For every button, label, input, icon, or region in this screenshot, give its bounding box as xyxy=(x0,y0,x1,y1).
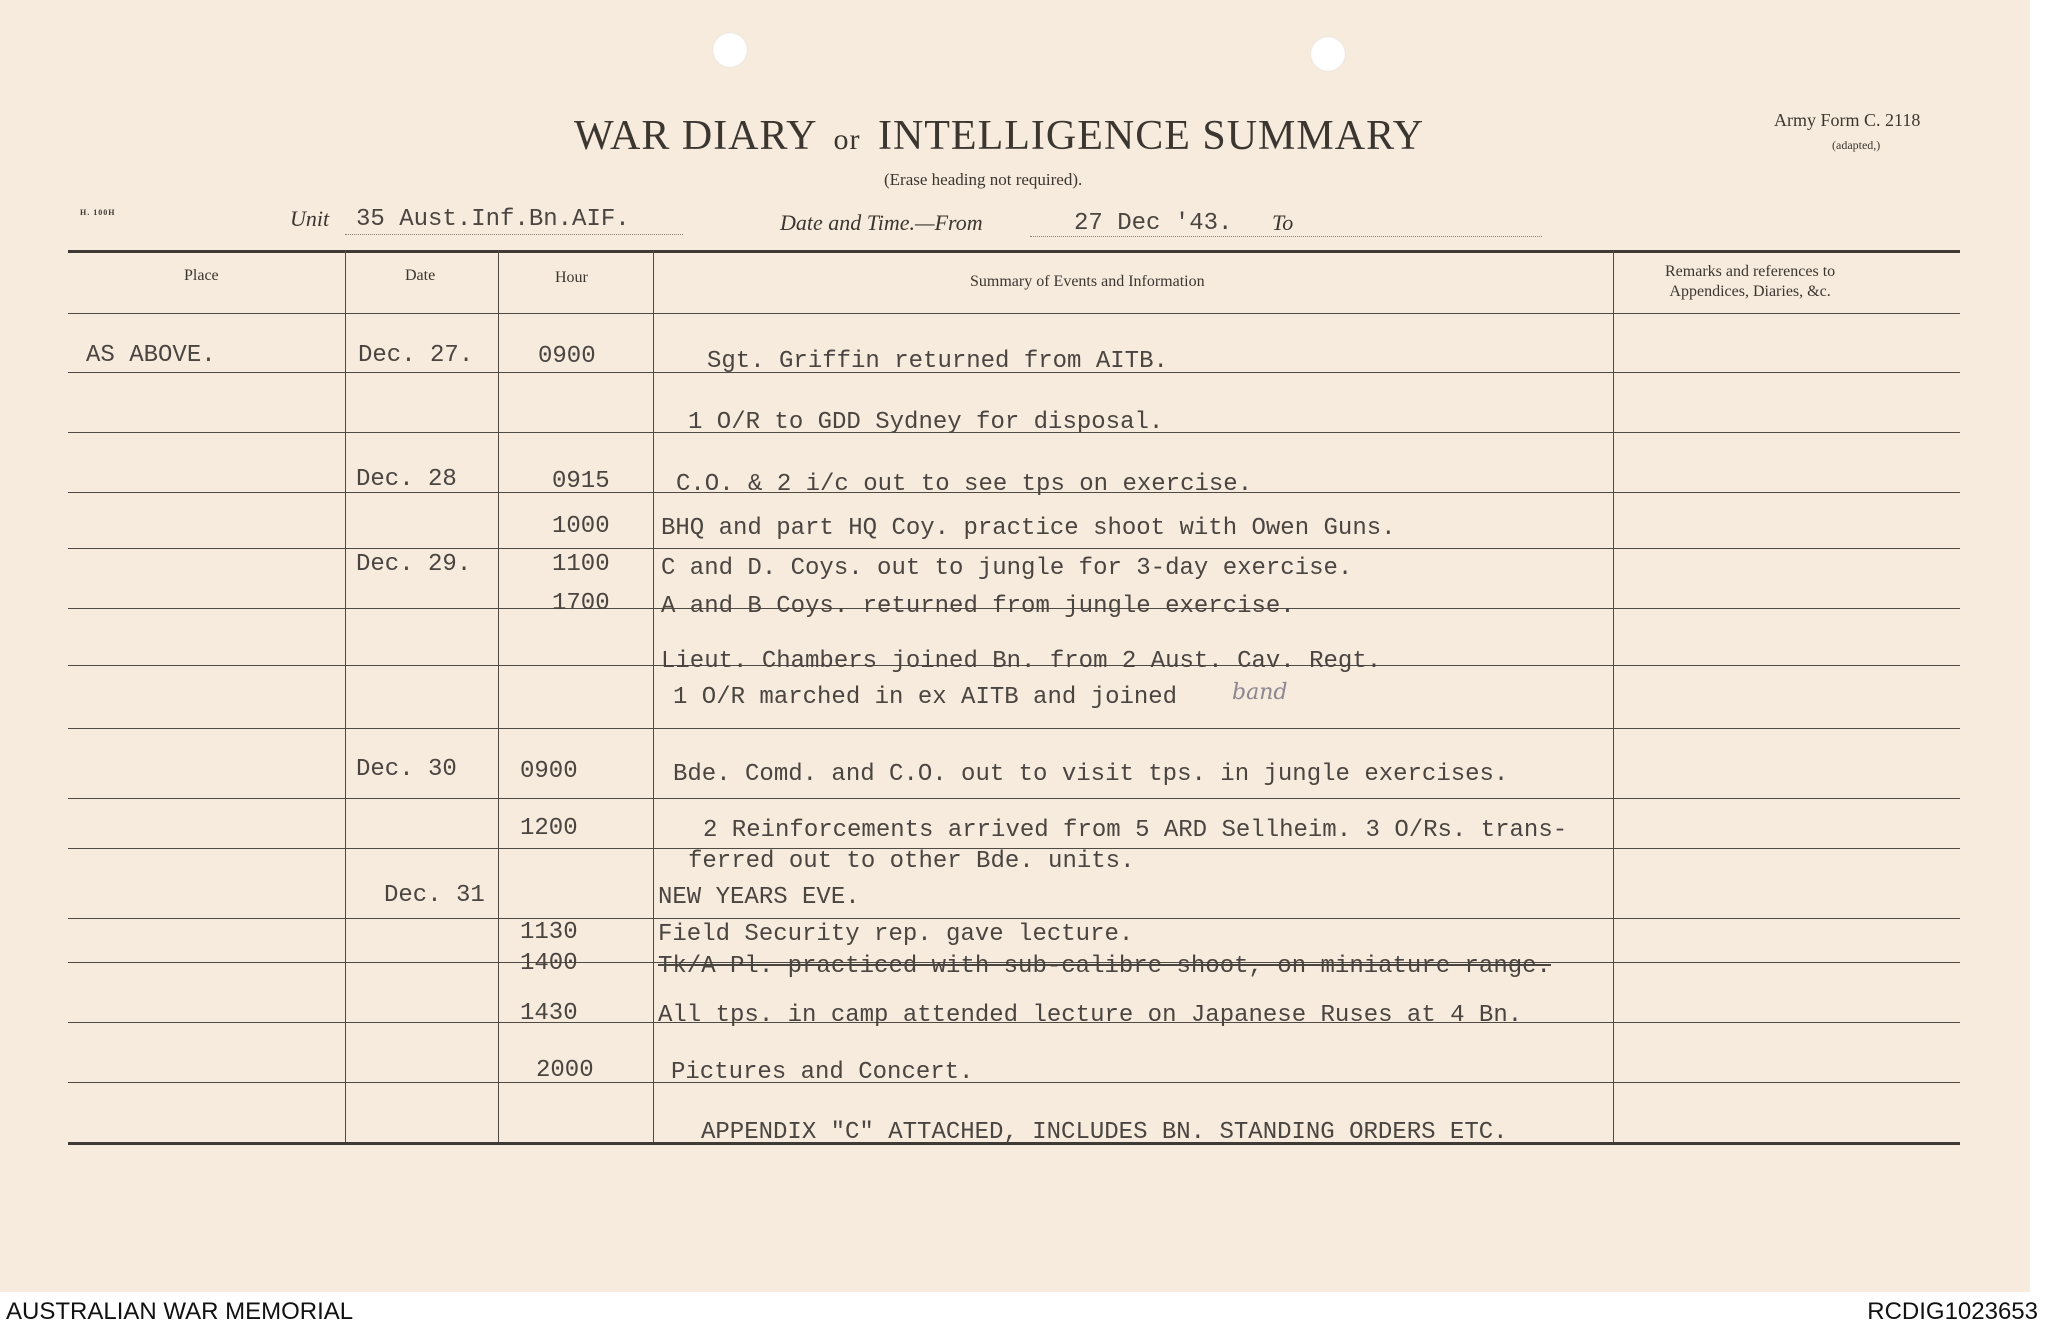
entry-summary: C and D. Coys. out to jungle for 3-day exercise. xyxy=(661,555,1353,582)
entry-summary: Pictures and Concert. xyxy=(671,1059,974,1086)
date-from-value: 27 Dec '43. xyxy=(1074,210,1233,237)
entry-summary: Tk/A Pl. practiced with sub-calibre shoot, on miniature range. xyxy=(658,953,1551,980)
unit-value: 35 Aust.Inf.Bn.AIF. xyxy=(356,206,630,233)
column-header-hour: Hour xyxy=(555,269,588,286)
row-rule xyxy=(68,1082,1960,1083)
column-divider xyxy=(1613,250,1614,1142)
army-form-adapted: (adapted,) xyxy=(1832,138,1881,152)
entry-hour: 0915 xyxy=(552,468,610,495)
entry-date: Dec. 28 xyxy=(356,466,457,493)
entry-hour: 1000 xyxy=(552,513,610,540)
column-header-remarks xyxy=(1665,262,1835,302)
entry-summary: 1 O/R marched in ex AITB and joined xyxy=(673,684,1178,711)
army-form-number: Army Form C. 2118 xyxy=(1774,110,1921,130)
entry-summary: Field Security rep. gave lecture. xyxy=(658,921,1134,948)
entry-summary: NEW YEARS EVE. xyxy=(658,884,860,911)
entry-date: Dec. 31 xyxy=(384,882,485,909)
entry-hour: 0900 xyxy=(520,758,578,785)
column-header-date: Date xyxy=(405,267,436,284)
entry-place: AS ABOVE. xyxy=(86,342,216,369)
form-subtitle: (Erase heading not required). xyxy=(884,170,1083,189)
date-to-label: To xyxy=(1272,210,1294,235)
entry-hour: 1430 xyxy=(520,1000,578,1027)
handwritten-annotation: band xyxy=(1232,680,1288,705)
table-top-rule xyxy=(68,250,1960,253)
entry-summary: 2 Reinforcements arrived from 5 ARD Sellheim. 3 O/Rs. trans- xyxy=(703,817,1568,844)
entry-summary: Lieut. Chambers joined Bn. from 2 Aust. Cav. Regt. xyxy=(661,648,1382,675)
remarks-header-line-1: Remarks and references to xyxy=(1665,263,1836,280)
remarks-header-line-2: Appendices, Diaries, &c. xyxy=(1669,283,1831,300)
row-rule xyxy=(68,548,1960,549)
entry-summary-continued: ferred out to other Bde. units. xyxy=(688,848,1135,875)
entry-summary: APPENDIX "C" ATTACHED, INCLUDES BN. STANDING ORDERS ETC. xyxy=(701,1119,1508,1146)
title-or: or xyxy=(833,123,861,156)
unit-label: Unit xyxy=(290,206,330,231)
entry-hour: 1200 xyxy=(520,815,578,842)
row-rule xyxy=(68,918,1960,919)
entry-summary: 1 O/R to GDD Sydney for disposal. xyxy=(688,409,1164,436)
entry-date: Dec. 30 xyxy=(356,756,457,783)
form-print-code: H. 100H xyxy=(80,208,116,217)
entry-hour: 1700 xyxy=(552,590,610,617)
entry-summary: A and B Coys. returned from jungle exercise. xyxy=(661,593,1295,620)
entry-hour: 1100 xyxy=(552,551,610,578)
entry-hour: 2000 xyxy=(536,1057,594,1084)
entry-date: Dec. 27. xyxy=(358,342,474,369)
header-rule xyxy=(68,313,1960,314)
footer-id: RCDIG1023653 xyxy=(1867,1298,2038,1325)
title-war-diary: WAR DIARY xyxy=(574,113,816,159)
column-header-summary: Summary of Events and Information xyxy=(970,273,1205,290)
column-divider xyxy=(498,250,499,1142)
entry-hour: 0900 xyxy=(538,343,596,370)
title-intelligence-summary: INTELLIGENCE SUMMARY xyxy=(877,113,1425,159)
row-rule xyxy=(68,728,1960,729)
entry-date: Dec. 29. xyxy=(356,551,472,578)
entry-summary: BHQ and part HQ Coy. practice shoot with Owen Guns. xyxy=(661,515,1396,542)
entry-summary: C.O. & 2 i/c out to see tps on exercise. xyxy=(676,471,1253,498)
column-divider xyxy=(653,250,654,1142)
entry-hour: 1130 xyxy=(520,919,578,946)
entry-summary: Bde. Comd. and C.O. out to visit tps. in jungle exercises. xyxy=(673,761,1509,788)
entry-summary: Sgt. Griffin returned from AITB. xyxy=(707,348,1168,375)
entry-hour: 1400 xyxy=(520,950,578,977)
date-time-label: Date and Time.—From xyxy=(780,210,983,235)
row-rule xyxy=(68,798,1960,799)
column-header-place: Place xyxy=(184,267,219,284)
footer-source: AUSTRALIAN WAR MEMORIAL xyxy=(6,1298,354,1325)
column-divider xyxy=(345,250,346,1142)
entry-summary: All tps. in camp attended lecture on Japanese Ruses at 4 Bn. xyxy=(658,1002,1523,1029)
